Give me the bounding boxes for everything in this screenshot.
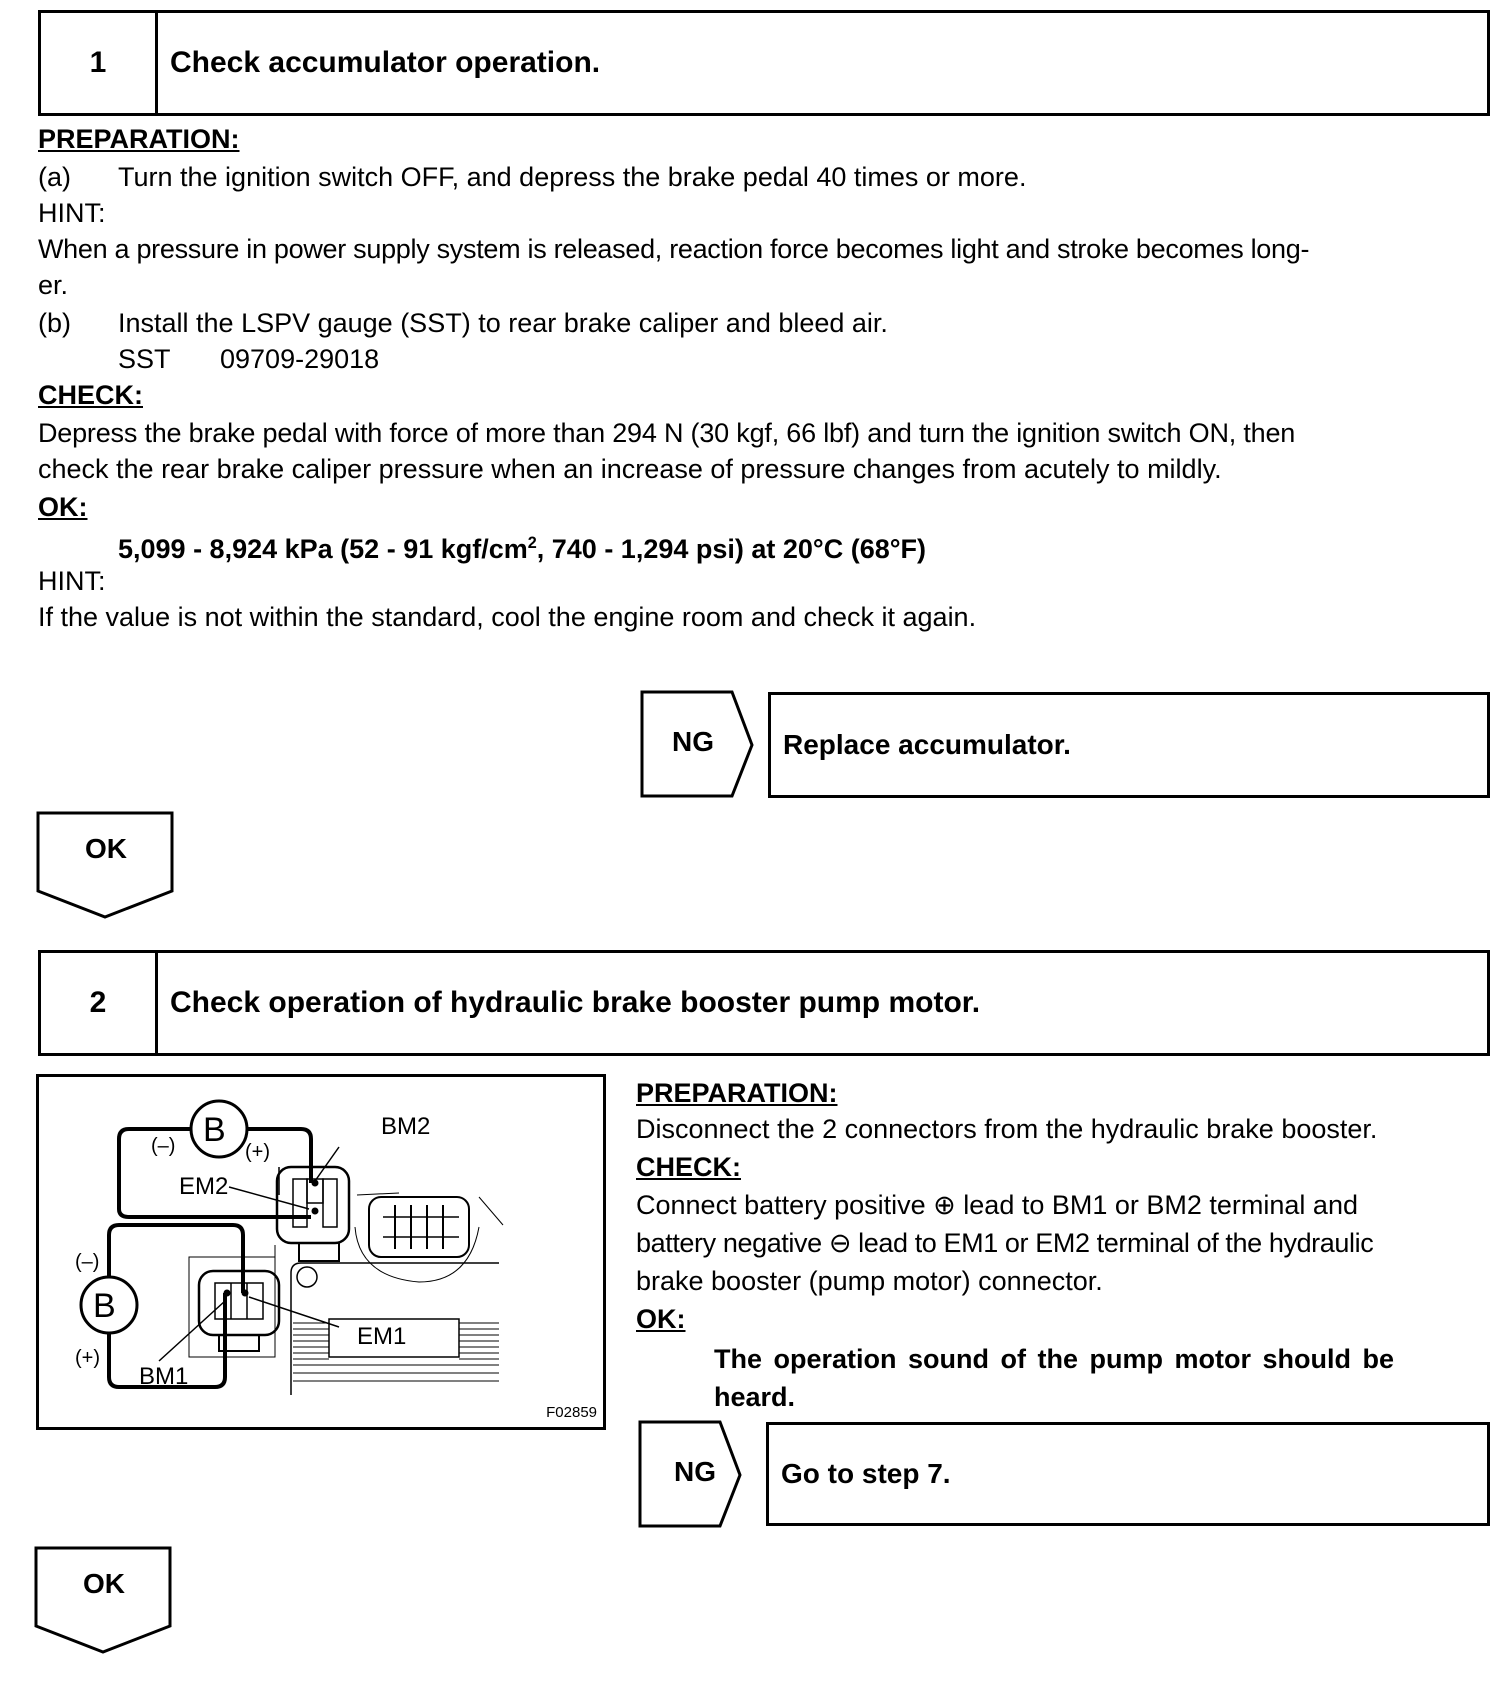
prep-b-text: Install the LSPV gauge (SST) to rear brake caliper and bleed air. [118, 308, 888, 338]
check-text-line: check the rear brake caliper pressure when an increase of pressure changes from acutely to mildly. [38, 454, 1222, 484]
step-number: 1 [41, 13, 158, 113]
check-header: CHECK: [38, 380, 143, 410]
ok-label: OK [83, 1568, 125, 1599]
battery-label-top: B [203, 1111, 226, 1149]
ok-down-arrow-icon [36, 811, 176, 923]
ok-result-line: heard. [714, 1382, 796, 1412]
ok-down-arrow-icon [34, 1546, 174, 1658]
step-title: Check accumulator operation. [170, 46, 601, 79]
check-text-line: battery negative ⊖ lead to EM1 or EM2 terminal of the hydraulic [636, 1228, 1374, 1258]
ng-action: Go to step 7. [766, 1422, 1490, 1526]
hint-header: HINT: [38, 198, 106, 228]
minus-label-top: (–) [151, 1135, 176, 1157]
ok-spec-part: , 740 - 1,294 psi) at 20°C (68°F) [536, 534, 927, 564]
plus-label-bottom: (+) [75, 1347, 100, 1369]
check-text-line: Connect battery positive ⊕ lead to BM1 or BM2 terminal and [636, 1190, 1358, 1220]
ok-branch-arrow [36, 811, 176, 921]
bm1-label: BM1 [139, 1363, 189, 1390]
sst-label: SST [118, 344, 171, 374]
sst-number: 09709-29018 [220, 344, 380, 374]
plus-label-top: (+) [245, 1141, 270, 1163]
ok-spec-part: 5,099 - 8,924 kPa (52 - 91 kgf/cm [118, 534, 528, 564]
ng-action: Replace accumulator. [768, 692, 1490, 798]
hint-text-line: er. [38, 270, 69, 300]
bm2-label: BM2 [381, 1113, 431, 1140]
step-title: Check operation of hydraulic brake booster pump motor. [170, 986, 981, 1019]
check-text-line: brake booster (pump motor) connector. [636, 1266, 1103, 1296]
hint-text: If the value is not within the standard, cool the engine room and check it again. [38, 602, 977, 632]
prep-a-marker: (a) [38, 162, 71, 192]
preparation-header: PREPARATION: [636, 1078, 838, 1108]
ok-label: OK [85, 833, 127, 864]
preparation-header: PREPARATION: [38, 124, 240, 154]
ok-spec [118, 526, 926, 566]
step-number: 2 [41, 953, 158, 1053]
ng-label: NG [674, 1456, 716, 1487]
ng-branch [640, 690, 1490, 798]
prep-b-marker: (b) [38, 308, 71, 338]
battery-label-bottom: B [93, 1287, 116, 1325]
wiring-diagram-figure [36, 1074, 606, 1430]
ok-spec-superscript: 2 [527, 534, 537, 552]
minus-label-bottom: (–) [75, 1251, 100, 1273]
ok-branch-arrow [34, 1546, 174, 1656]
step-1-header [38, 10, 1490, 116]
prep-a-text: Turn the ignition switch OFF, and depress the brake pedal 40 times or more. [118, 162, 1027, 192]
hint-header: HINT: [38, 566, 106, 596]
ng-label: NG [672, 726, 714, 757]
ok-header: OK: [636, 1304, 686, 1334]
em2-label: EM2 [179, 1173, 229, 1200]
figure-id: F02859 [546, 1404, 597, 1421]
ok-result-line: The operation sound of the pump motor should be [714, 1344, 1394, 1374]
connector-diagram-icon [39, 1077, 603, 1427]
ng-branch [638, 1420, 1490, 1528]
hint-text-line: When a pressure in power supply system is released, reaction force becomes light and stroke becomes long- [38, 234, 1310, 264]
em1-label: EM1 [357, 1323, 407, 1350]
check-header: CHECK: [636, 1152, 741, 1182]
ok-header: OK: [38, 492, 88, 522]
check-text-line: Depress the brake pedal with force of more than 294 N (30 kgf, 66 lbf) and turn the ignition switch ON, then [38, 418, 1296, 448]
step-2-header [38, 950, 1490, 1056]
prep-text: Disconnect the 2 connectors from the hydraulic brake booster. [636, 1114, 1378, 1144]
